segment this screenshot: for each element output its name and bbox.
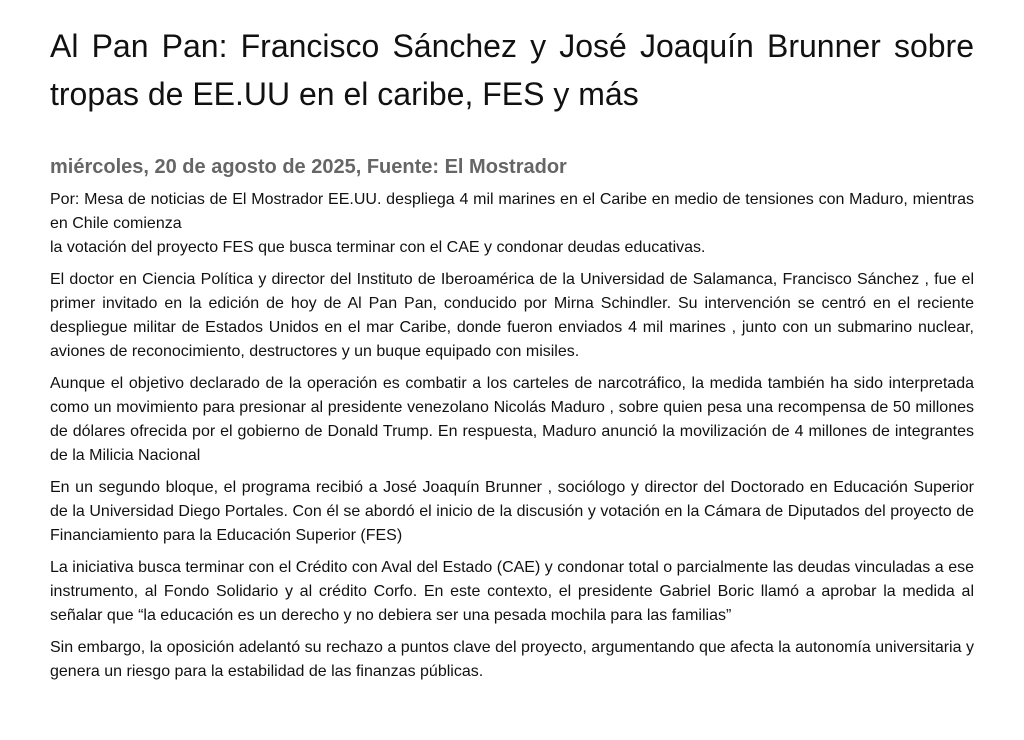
article-title: Al Pan Pan: Francisco Sánchez y José Joaquín Brunner sobre tropas de EE.UU en el caribe, FES y más (50, 28, 974, 112)
article-date-source: miércoles, 20 de agosto de 2025, Fuente: El Mostrador (50, 156, 567, 178)
article-body (50, 188, 974, 684)
article (50, 22, 974, 692)
article-lead-line-1: Por: Mesa de noticias de El Mostrador EE.UU. despliega 4 mil marines en el Caribe en medio de tensiones con Maduro, mientras en Chile comienza (50, 191, 974, 232)
article-lead-line-2: la votación del proyecto FES que busca terminar con el CAE y condonar deudas educativas. (50, 239, 706, 256)
article-paragraph: Aunque el objetivo declarado de la operación es combatir a los carteles de narcotráfico, la medida también ha sido interpretada como un movimiento para presionar al presidente venezolano Nicolás Maduro , sobre quien pesa una recompensa de 50 millones de dólares ofrecida por el gobierno de Donald Trump. En respuesta, Maduro anunció la movilización de 4 millones de integrantes de la Milicia Nacional (50, 375, 974, 464)
article-paragraph: La iniciativa busca terminar con el Crédito con Aval del Estado (CAE) y condonar total o parcialmente las deudas vinculadas a ese instrumento, al Fondo Solidario y al crédito Corfo. En este contexto, el presidente Gabriel Boric llamó a aprobar la medida al señalar que “la educación es un derecho y no debiera ser una pesada mochila para las familias” (50, 559, 974, 624)
article-paragraph: En un segundo bloque, el programa recibió a José Joaquín Brunner , sociólogo y director del Doctorado en Educación Superior de la Universidad Diego Portales. Con él se abordó el inicio de la discusión y votación en la Cámara de Diputados del proyecto de Financiamiento para la Educación Superior (FES) (50, 479, 974, 544)
article-paragraph: Sin embargo, la oposición adelantó su rechazo a puntos clave del proyecto, argumentando que afecta la autonomía universitaria y genera un riesgo para la estabilidad de las finanzas públicas. (50, 639, 974, 680)
article-paragraph: El doctor en Ciencia Política y director del Instituto de Iberoamérica de la Universidad de Salamanca, Francisco Sánchez , fue el primer invitado en la edición de hoy de Al Pan Pan, conducido por Mirna Schindler. Su intervención se centró en el reciente despliegue militar de Estados Unidos en el mar Caribe, donde fueron enviados 4 mil marines , junto con un submarino nuclear, aviones de reconocimiento, destructores y un buque equipado con misiles. (50, 271, 974, 360)
